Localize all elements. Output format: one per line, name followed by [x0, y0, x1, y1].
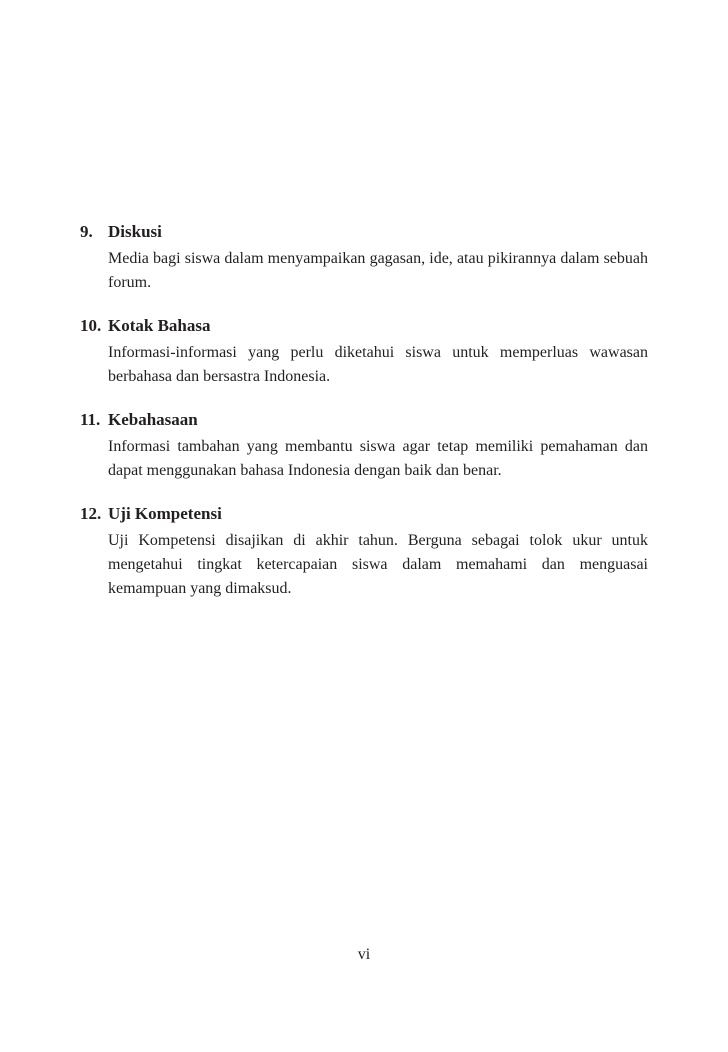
item-description: Uji Kompetensi disajikan di akhir tahun. Berguna sebagai tolok ukur untuk mengetahui tingkat ketercapaian siswa dalam memahami dan menguasai kemampuan yang dimaksud. [108, 532, 648, 597]
section-heading [80, 408, 648, 432]
item-number: 9. [80, 222, 93, 241]
list-item-kotak-bahasa [80, 314, 648, 389]
section-heading [80, 314, 648, 338]
list-item-uji-kompetensi [80, 502, 648, 601]
item-number: 12. [80, 504, 102, 523]
item-title: Kebahasaan [108, 410, 198, 429]
item-description: Informasi-informasi yang perlu diketahui siswa untuk memperluas wawasan berbahasa dan bersastra Indonesia. [108, 344, 648, 385]
item-title: Kotak Bahasa [108, 316, 211, 335]
item-title: Diskusi [108, 222, 162, 241]
item-number: 11. [80, 410, 101, 429]
numbered-list [80, 220, 648, 620]
item-number: 10. [80, 316, 102, 335]
section-heading [80, 220, 648, 244]
list-item-diskusi [80, 220, 648, 295]
section-heading [80, 502, 648, 526]
page-number: vi [357, 946, 371, 963]
item-description: Informasi tambahan yang membantu siswa agar tetap memiliki pemahaman dan dapat menggunakan bahasa Indonesia dengan baik dan benar. [108, 438, 648, 479]
item-title: Uji Kompetensi [108, 504, 222, 523]
list-item-kebahasaan [80, 408, 648, 483]
item-description: Media bagi siswa dalam menyampaikan gagasan, ide, atau pikirannya dalam sebuah forum. [108, 250, 648, 291]
